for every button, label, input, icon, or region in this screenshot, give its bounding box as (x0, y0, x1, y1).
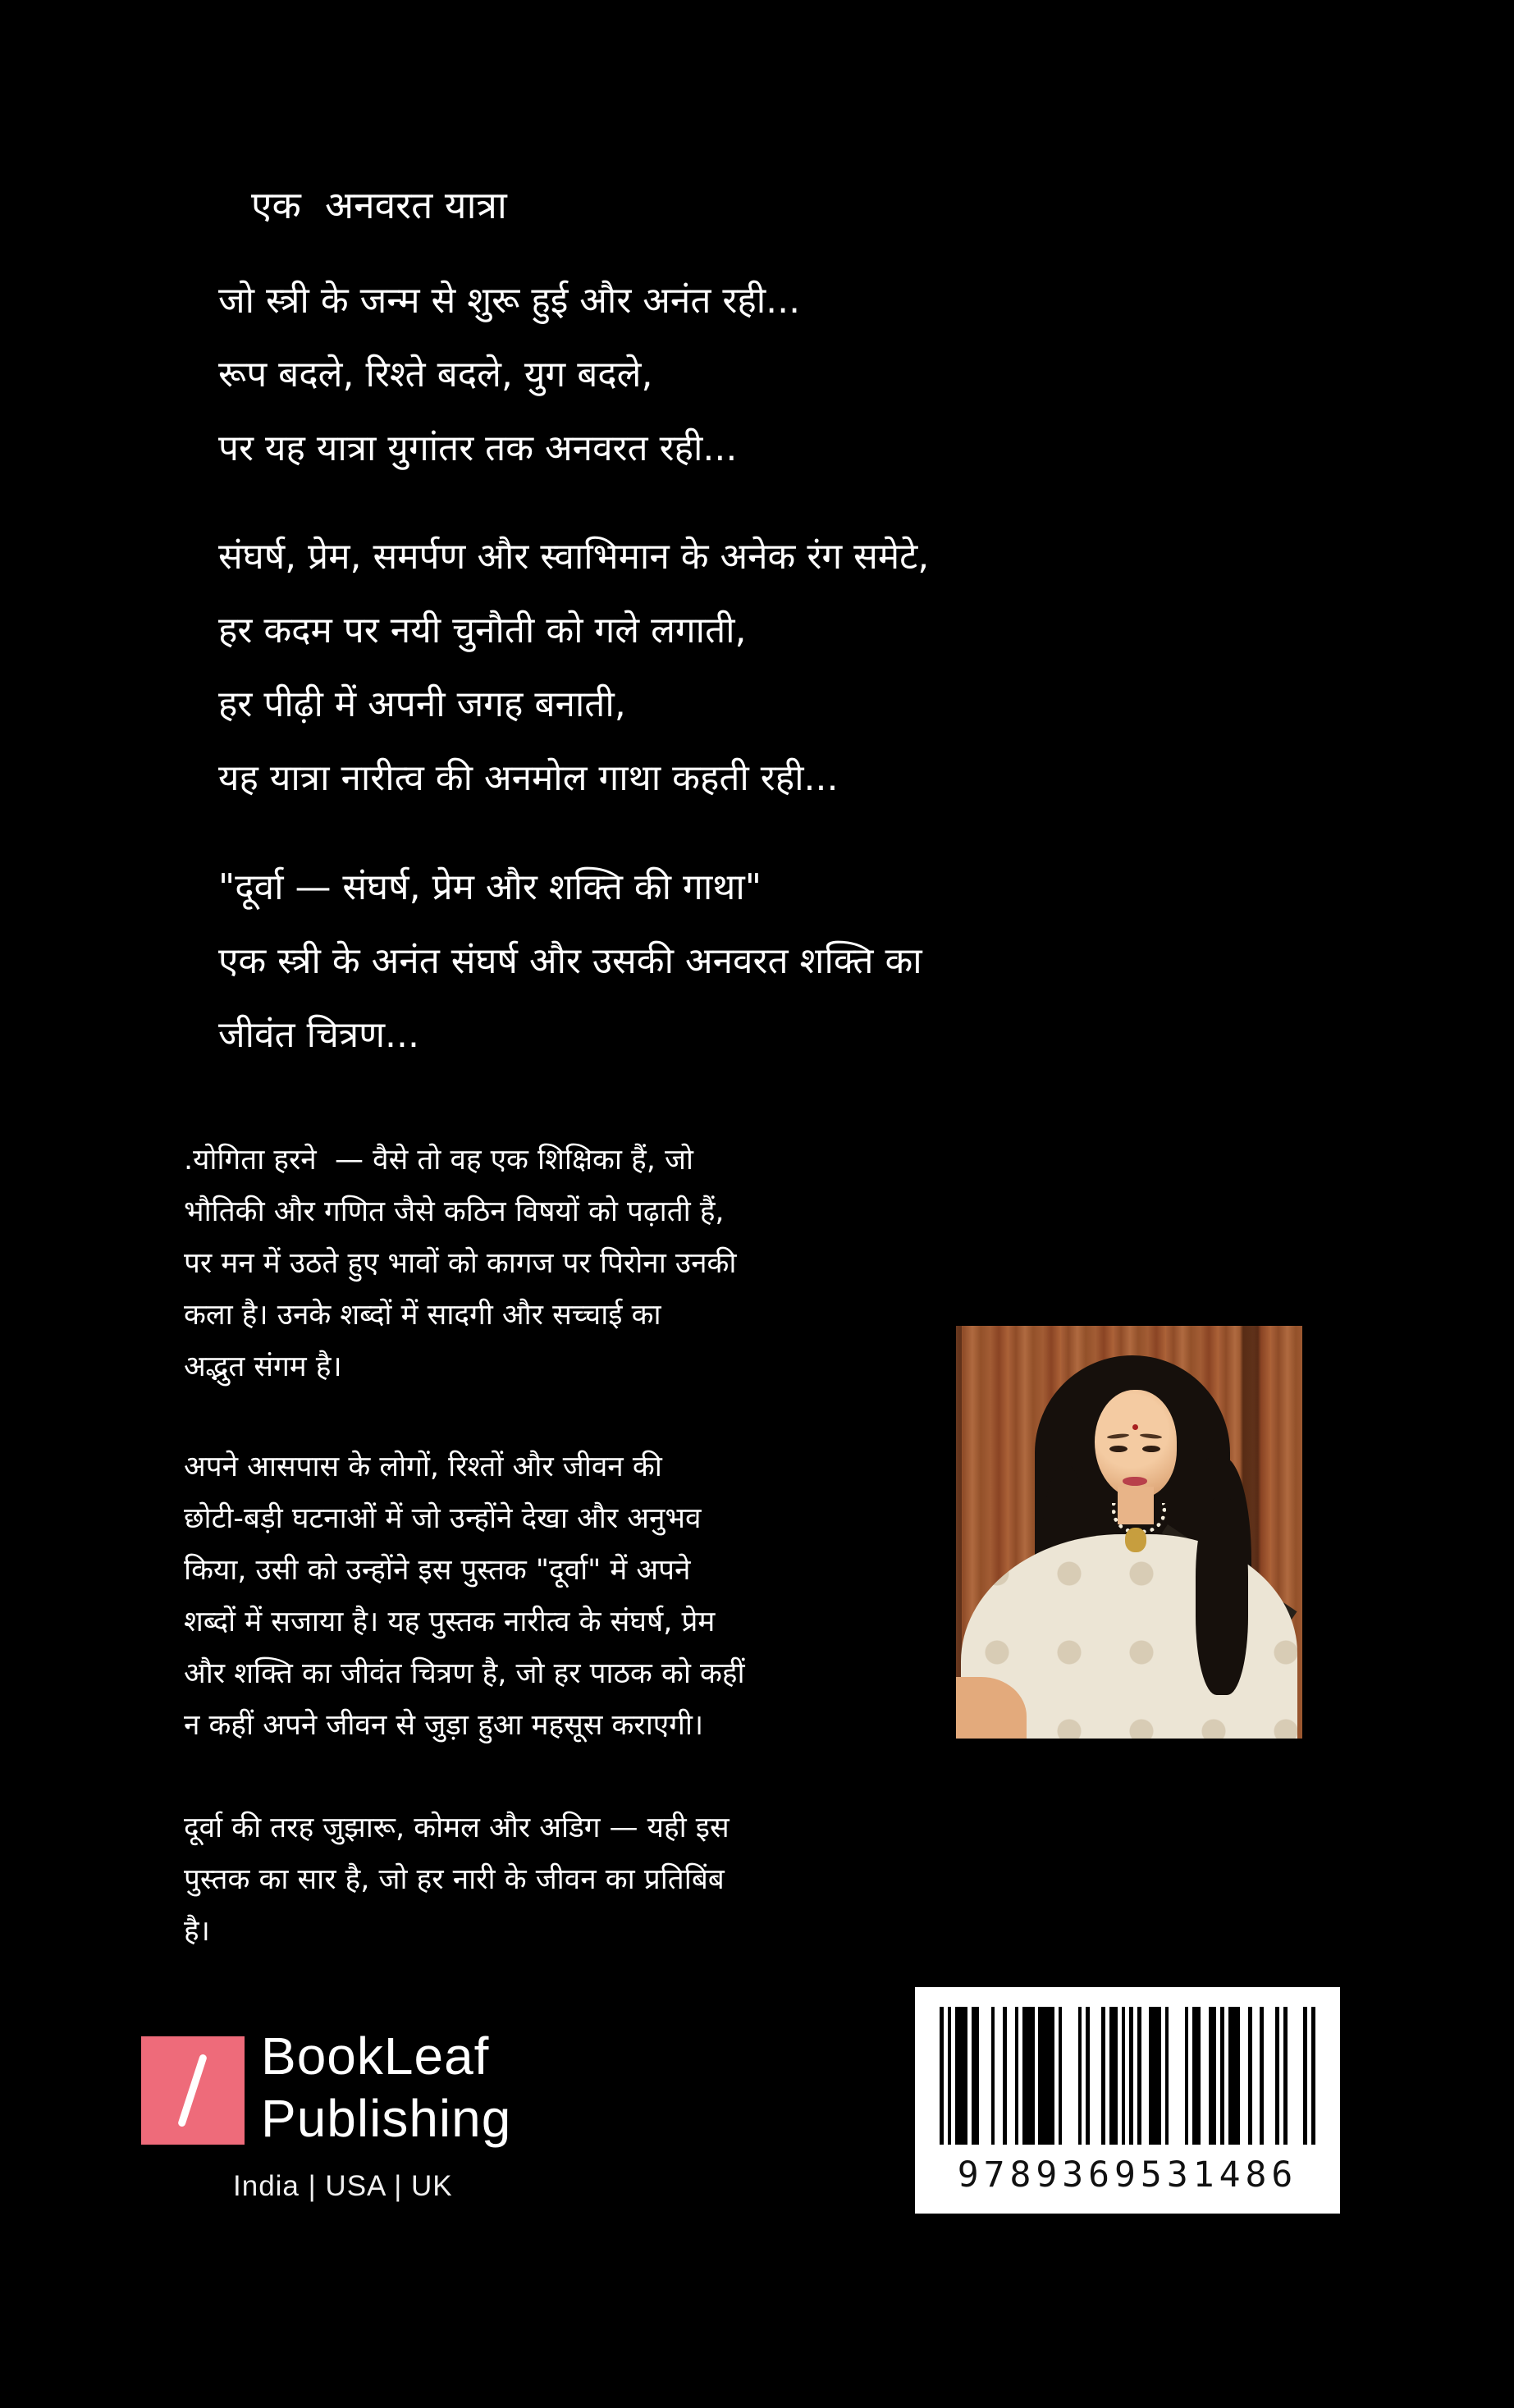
poem-line: जीवंत चित्रण... (218, 1014, 419, 1056)
author-bio-para-1 (184, 1135, 736, 1393)
bio-line: न कहीं अपने जीवन से जुड़ा हुआ महसूस कराएगी। (184, 1709, 704, 1742)
isbn-barcode (915, 1987, 1340, 2214)
poem-line: हर कदम पर नयी चुनौती को गले लगाती, (218, 610, 747, 651)
poem-line: पर यह यात्रा युगांतर तक अनवरत रही... (218, 427, 738, 469)
author-photo (956, 1326, 1302, 1739)
bio-line: भौतिकी और गणित जैसे कठिन विषयों को पढ़ाती हैं, (184, 1195, 725, 1228)
photo-eye (1142, 1446, 1160, 1452)
slash-icon (177, 2054, 208, 2127)
bio-line: है। (184, 1915, 210, 1948)
author-bio-para-2 (184, 1442, 745, 1752)
poem-stanza-1 (218, 264, 800, 486)
poem-line: रूप बदले, रिश्ते बदले, युग बदले, (218, 354, 653, 395)
isbn-number: 9789369531486 (957, 2154, 1298, 2196)
poem-line: "दूर्वा — संघर्ष, प्रेम और शक्ति की गाथा" (218, 866, 762, 908)
poem-title: एक अनवरत यात्रा (251, 183, 507, 227)
poem-stanza-2 (218, 520, 929, 816)
poem-line: संघर्ष, प्रेम, समर्पण और स्वाभिमान के अनेक रंग समेटे, (218, 536, 930, 578)
publisher-name-line1: BookLeaf (261, 2026, 490, 2086)
bio-line: छोटी-बड़ी घटनाओं में जो उन्होंने देखा और अनुभव (184, 1502, 702, 1535)
photo-bindi (1132, 1424, 1138, 1430)
barcode-bars (940, 2007, 1315, 2145)
publisher-logo-mark (141, 2036, 245, 2145)
bio-line: .योगिता हरने — वैसे तो वह एक शिक्षिका हैं, जो (184, 1144, 693, 1177)
poem-line: यह यात्रा नारीत्व की अनमोल गाथा कहती रही... (218, 757, 839, 799)
bio-line: अद्भुत संगम है। (184, 1350, 342, 1383)
poem-line: जो स्त्री के जन्म से शुरू हुई और अनंत रही... (218, 280, 801, 322)
bio-line: दूर्वा की तरह जुझारू, कोमल और अडिग — यही इस (184, 1812, 730, 1844)
poem-line: एक स्त्री के अनंत संघर्ष और उसकी अनवरत शक्ति का (218, 940, 922, 982)
photo-hair-strand (1196, 1498, 1248, 1695)
bio-line: अपने आसपास के लोगों, रिश्तों और जीवन की (184, 1451, 662, 1483)
bio-line: किया, उसी को उन्होंने इस पुस्तक "दूर्वा" में अपने (184, 1554, 691, 1587)
bio-line: पर मन में उठते हुए भावों को कागज पर पिरोना उनकी (184, 1247, 737, 1280)
publisher-regions: India | USA | UK (233, 2170, 453, 2202)
poem-stanza-3 (218, 851, 922, 1072)
publisher-name-line2: Publishing (261, 2089, 512, 2148)
bio-line: कला है। उनके शब्दों में सादगी और सच्चाई का (184, 1299, 661, 1332)
author-bio-para-3 (184, 1803, 730, 1958)
publisher-name (261, 2025, 511, 2150)
photo-pendant (1125, 1528, 1146, 1552)
bio-line: पुस्तक का सार है, जो हर नारी के जीवन का प्रतिबिंब (184, 1863, 725, 1896)
photo-eye (1109, 1446, 1127, 1452)
bio-line: शब्दों में सजाया है। यह पुस्तक नारीत्व के संघर्ष, प्रेम (184, 1606, 716, 1638)
photo-lips (1123, 1477, 1147, 1486)
poem-line: हर पीढ़ी में अपनी जगह बनाती, (218, 683, 626, 725)
bio-line: और शक्ति का जीवंत चित्रण है, जो हर पाठक को कहीं (184, 1657, 745, 1690)
